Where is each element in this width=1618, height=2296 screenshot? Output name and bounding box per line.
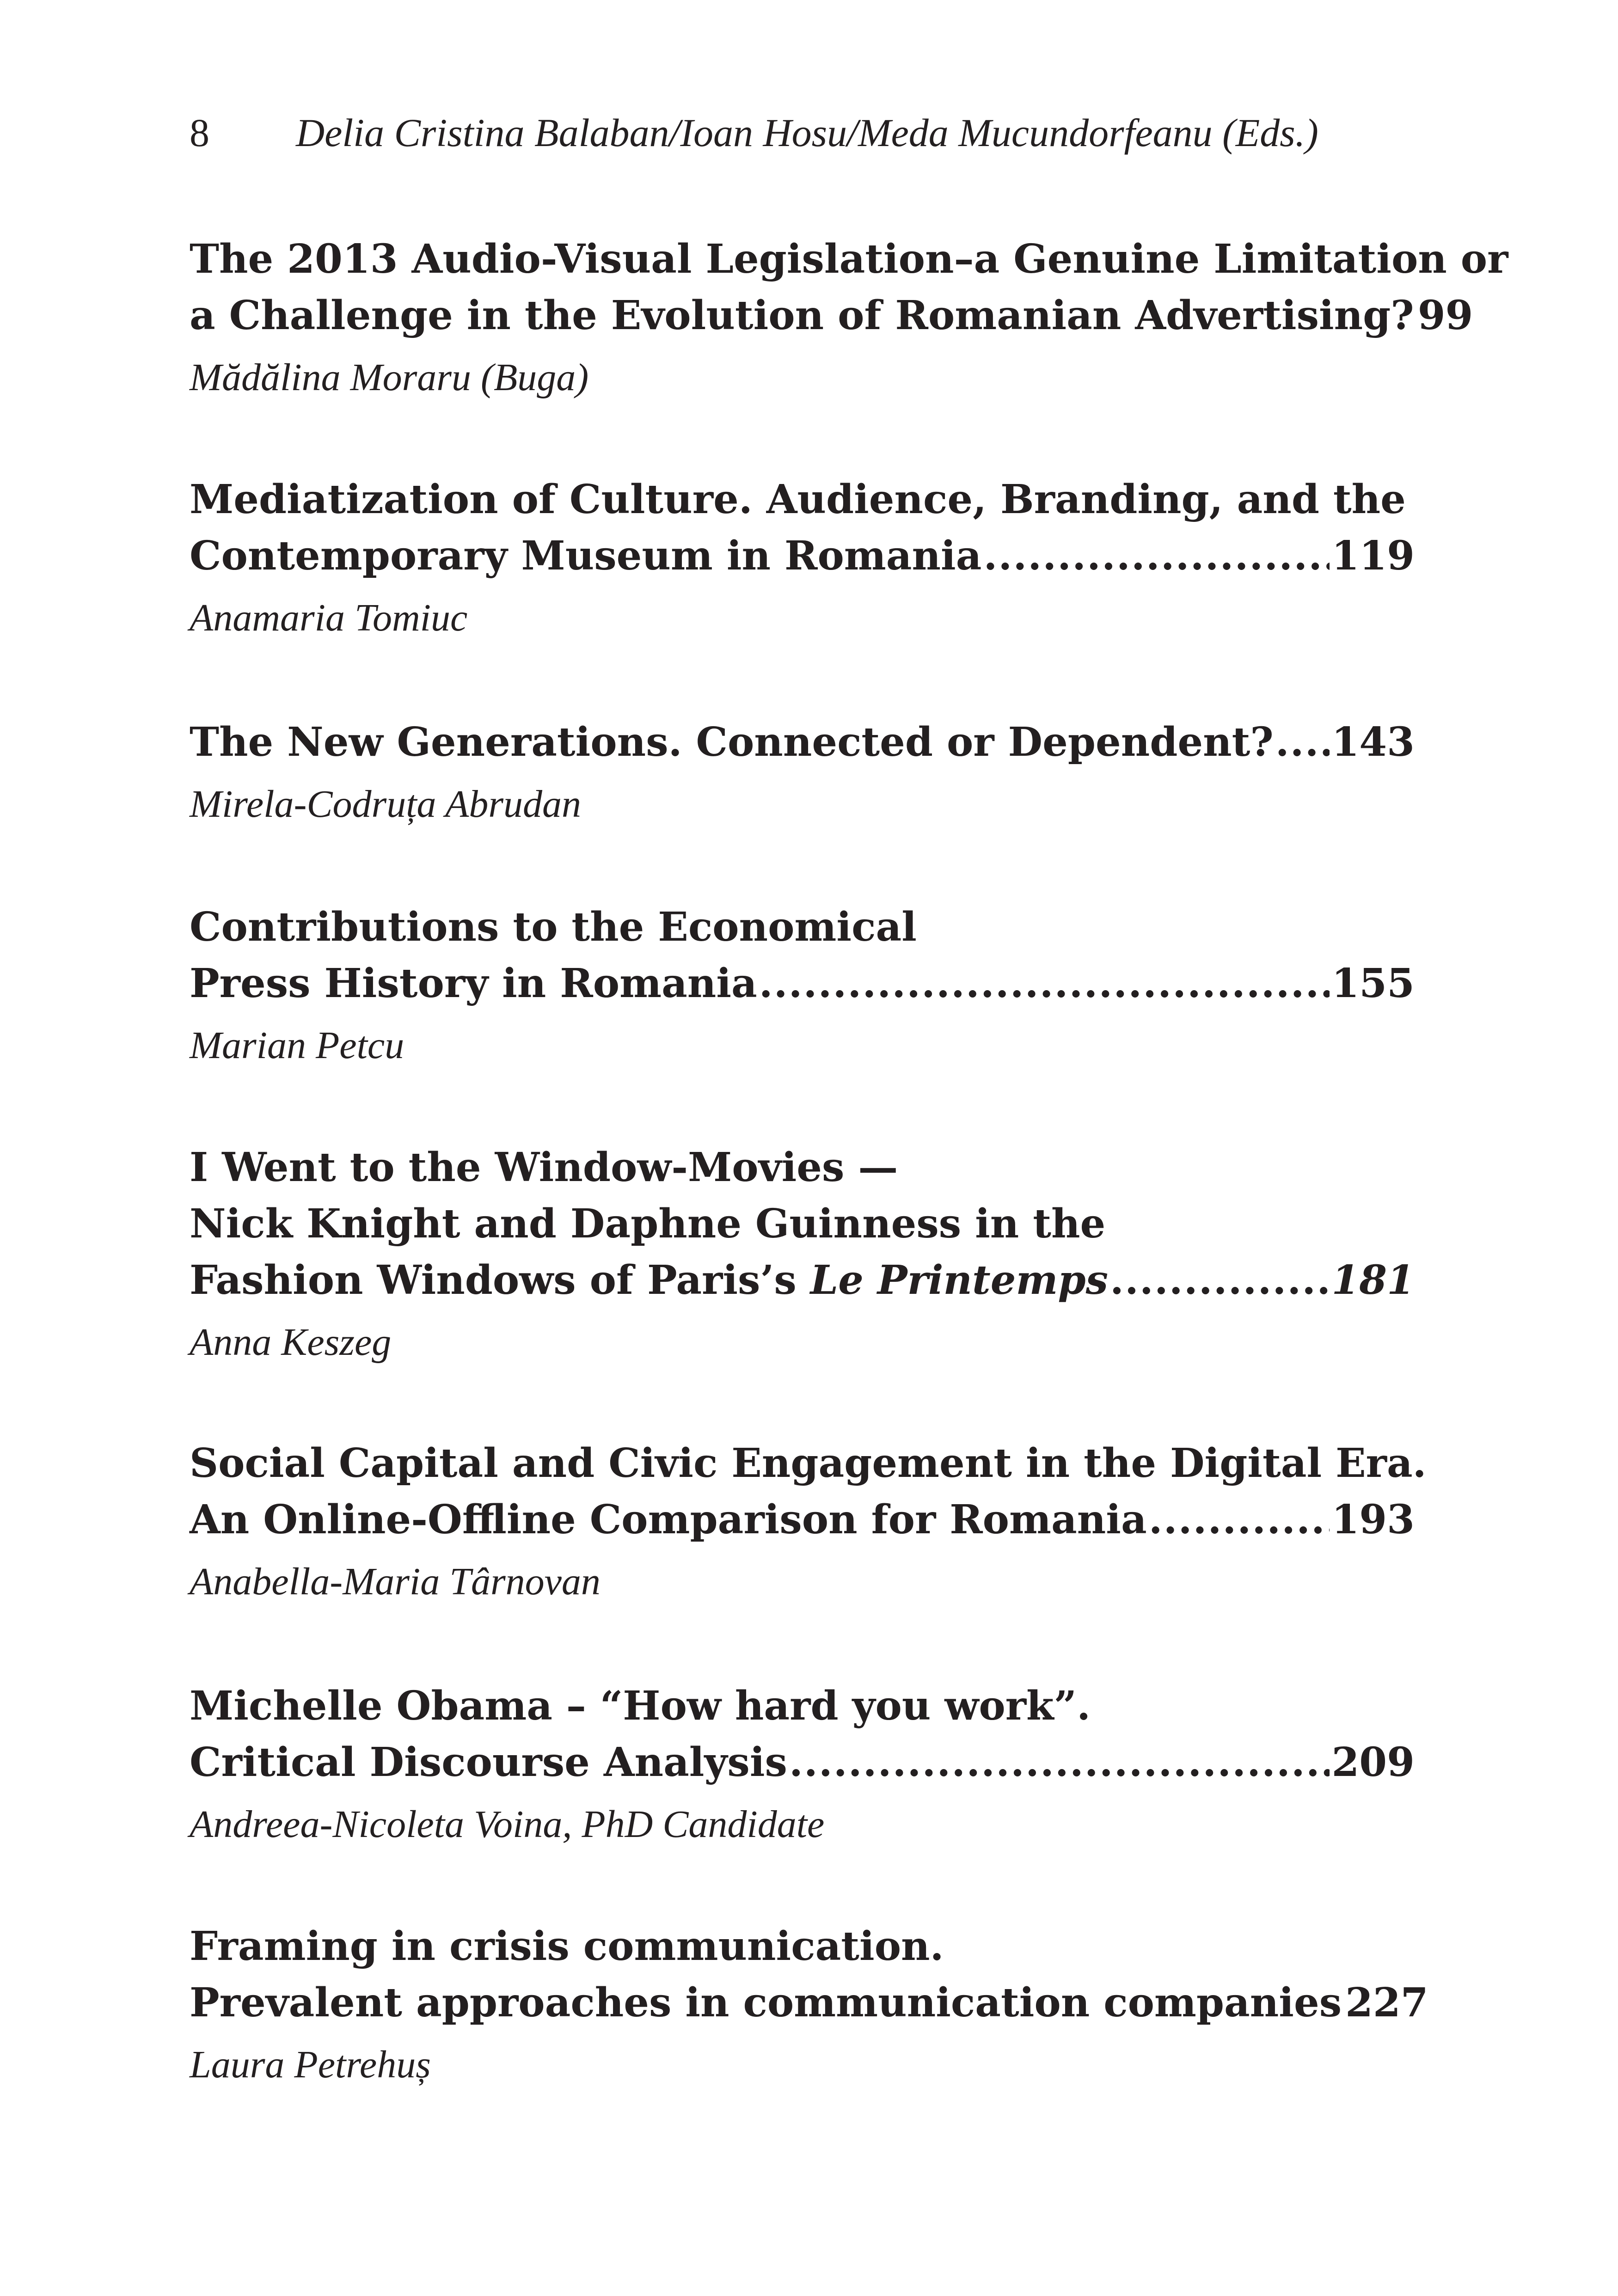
dot-leader: [759, 955, 1330, 1012]
entry-title-final-line: [190, 288, 1473, 344]
entry-title-text: An Online-Offline Comparison for Romania: [190, 1496, 1147, 1543]
entry-title-text: [190, 1252, 1108, 1309]
toc-entry: [190, 1918, 1428, 2090]
entry-title-line: Social Capital and Civic Engagement in the Digital Era.: [190, 1440, 1427, 1487]
entry-title-text-roman: Fashion Windows of Paris’s: [190, 1257, 810, 1304]
entry-title-final-line: [190, 1734, 1415, 1791]
entry-page-number: 227: [1345, 1979, 1428, 2026]
entry-title-line: Mediatization of Culture. Audience, Branding, and the: [190, 476, 1406, 523]
entry-title-line: Nick Knight and Daphne Guinness in the: [190, 1200, 1106, 1247]
book-editors: Delia Cristina Balaban/Ioan Hosu/Meda Mucundorfeanu (Eds.): [296, 110, 1318, 155]
entry-page-number: 155: [1331, 960, 1415, 1007]
entry-title-line: Michelle Obama – “How hard you work”.: [190, 1683, 1091, 1729]
entry-page-number: 99: [1417, 292, 1473, 339]
entry-page-number: 181: [1331, 1257, 1415, 1304]
dot-leader: [789, 1734, 1330, 1791]
entry-author: Mădălina Moraru (Buga): [190, 356, 589, 399]
entry-author: Anamaria Tomiuc: [190, 596, 468, 639]
entry-title-text: Critical Discourse Analysis: [190, 1739, 787, 1786]
entry-title-line: I Went to the Window-Movies —: [190, 1144, 898, 1191]
toc-entry: [190, 231, 1508, 403]
entry-page-number: 209: [1331, 1739, 1415, 1786]
toc-entry: [190, 899, 1415, 1071]
toc-entry: [190, 471, 1415, 643]
entry-title-text: Contemporary Museum in Romania: [190, 533, 982, 579]
entry-author: Marian Petcu: [190, 1024, 404, 1067]
entry-page-number: 143: [1331, 719, 1415, 765]
entry-title-final-line: [190, 1492, 1415, 1548]
toc-entry: [190, 714, 1415, 830]
entry-page-number: 193: [1331, 1496, 1415, 1543]
entry-page-number: 119: [1331, 533, 1415, 579]
entry-title-text: a Challenge in the Evolution of Romanian Advertising?: [190, 292, 1414, 339]
dot-leader: [1110, 1252, 1330, 1309]
dot-leader: [1149, 1492, 1330, 1548]
entry-title-line: The 2013 Audio-Visual Legislation–a Genuine Limitation or: [190, 236, 1508, 282]
entry-title-final-line: [190, 955, 1415, 1012]
running-head: [190, 107, 1438, 158]
entry-title-text: The New Generations. Connected or Dependent?: [190, 719, 1274, 765]
entry-author: Anna Keszeg: [190, 1321, 392, 1364]
toc-entry: [190, 1435, 1427, 1607]
toc-entry: [190, 1139, 1415, 1368]
entry-title-line: Framing in crisis communication.: [190, 1923, 944, 1970]
entry-title-text: Press History in Romania: [190, 960, 757, 1007]
dot-leader: [983, 528, 1330, 584]
toc-entry: [190, 1678, 1415, 1850]
entry-title-final-line: [190, 1975, 1428, 2031]
entry-author: Mirela-Codruța Abrudan: [190, 783, 582, 826]
entry-title-final-line: [190, 1252, 1415, 1309]
entry-title-final-line: [190, 528, 1415, 584]
entry-author: Andreea-Nicoleta Voina, PhD Candidate: [190, 1803, 825, 1846]
entry-title-text-italic: Le Printemps: [810, 1257, 1109, 1304]
entry-title-final-line: [190, 714, 1415, 771]
entry-author: Laura Petrehuș: [190, 2043, 431, 2086]
entry-author: Anabella-Maria Târnovan: [190, 1560, 601, 1603]
page-number: 8: [190, 110, 209, 155]
entry-title-text: Prevalent approaches in communication companies: [190, 1979, 1342, 2026]
dot-leader: [1275, 714, 1330, 771]
entry-title-line: Contributions to the Economical: [190, 904, 917, 950]
